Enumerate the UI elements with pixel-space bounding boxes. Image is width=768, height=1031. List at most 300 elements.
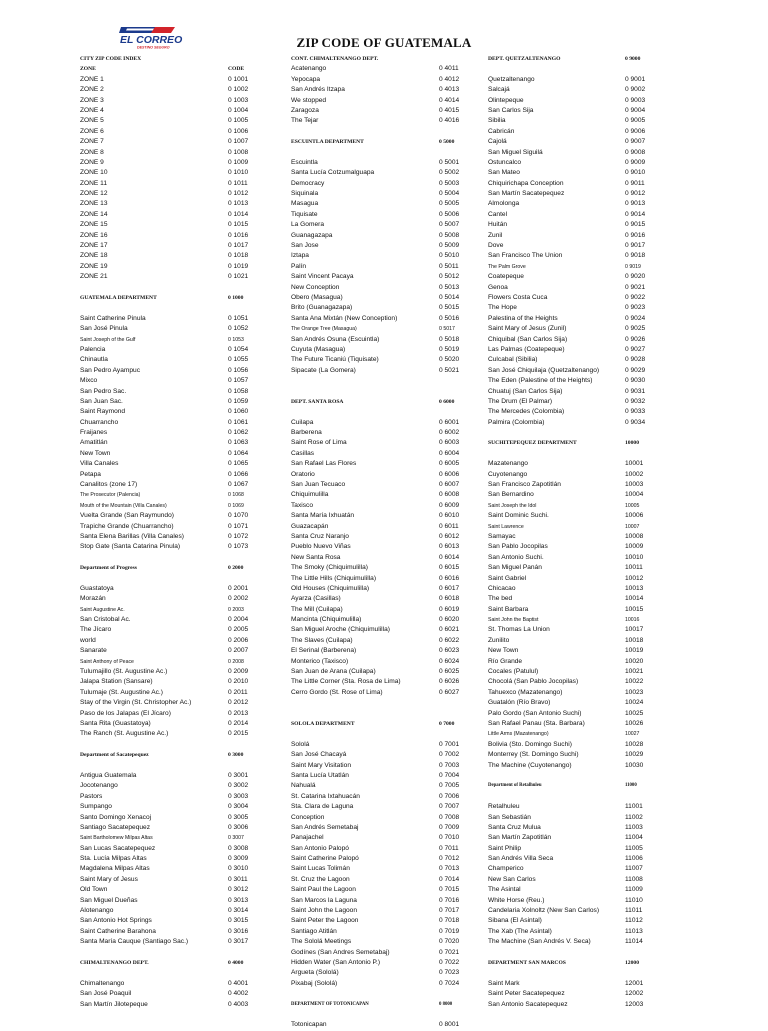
zip-code: 0 1067 xyxy=(228,481,249,489)
blank-row xyxy=(291,1010,523,1020)
place-name: Champerico xyxy=(488,865,524,873)
zip-code: 0 2007 xyxy=(228,647,249,655)
place-name: ZONE 5 xyxy=(80,117,104,125)
zip-code: 0 1004 xyxy=(228,106,249,114)
blank-row xyxy=(488,428,720,438)
zip-code: 0 1056 xyxy=(228,366,249,374)
place-name: San Miguel Dueñas xyxy=(80,896,138,904)
place-name: Palmira (Colombia) xyxy=(488,418,545,426)
zip-code: 0 6008 xyxy=(439,491,460,499)
place-name: Brito (Guanagazapa) xyxy=(291,304,353,312)
zip-code: 0 2009 xyxy=(228,668,249,676)
zip-entry xyxy=(488,490,720,500)
blank-row xyxy=(488,968,720,978)
zip-code: 0 5004 xyxy=(439,190,460,198)
place-name: Taxisco xyxy=(291,501,313,509)
place-name: ZONE 19 xyxy=(80,262,108,270)
section-code: 0 8000 xyxy=(439,1001,453,1007)
zip-code: 0 3009 xyxy=(228,855,249,863)
zip-code: 11009 xyxy=(625,886,643,894)
place-name: Santiago Atitlán xyxy=(291,927,337,935)
zip-entry xyxy=(488,210,720,220)
zip-entry xyxy=(488,480,720,490)
place-name: The Tejar xyxy=(291,117,319,125)
zip-code: 0 6009 xyxy=(439,501,460,509)
zip-code: 0 7002 xyxy=(439,751,460,759)
section-header xyxy=(488,958,720,968)
zip-entry xyxy=(488,729,720,739)
place-name: San Jose xyxy=(291,242,319,250)
place-name: New Santa Rosa xyxy=(291,553,341,561)
zip-entry xyxy=(488,916,720,926)
place-name: Hidden Water (San Antonio P.) xyxy=(291,958,381,966)
zip-code: 0 1065 xyxy=(228,460,249,468)
section-title: DEPARTMENT SAN MARCOS xyxy=(488,959,566,966)
place-name: The Slaves (Cuilapa) xyxy=(291,636,353,644)
zip-code: 0 2003 xyxy=(228,606,244,613)
zip-entry xyxy=(488,937,720,947)
zip-entry xyxy=(488,750,720,760)
place-name: Las Palmas (Coatepeque) xyxy=(488,345,565,353)
zip-code: 0 3007 xyxy=(228,835,244,842)
zip-code: 0 7008 xyxy=(439,813,460,821)
section-header xyxy=(488,781,720,791)
zip-code: 0 1002 xyxy=(228,86,249,94)
zip-entry xyxy=(80,148,312,158)
zip-entry xyxy=(488,148,720,158)
place-name: Santa Ana Mixtán (New Conception) xyxy=(291,314,398,322)
zip-entry xyxy=(80,251,312,261)
zip-entry xyxy=(80,864,312,874)
blank-row xyxy=(80,740,312,750)
zip-entry xyxy=(80,231,312,241)
place-name: Obero (Masagua) xyxy=(291,293,343,301)
zip-code: 0 1051 xyxy=(228,314,249,322)
section-title: CONT. CHIMALTENANGO DEPT. xyxy=(291,56,379,62)
zip-code: 0 2002 xyxy=(228,595,249,603)
place-name: The Prosecutor (Palencia) xyxy=(80,492,141,499)
zip-entry xyxy=(80,85,312,95)
zip-entry xyxy=(80,387,312,397)
zip-entry xyxy=(80,137,312,147)
place-name: Fraijanes xyxy=(80,429,108,437)
section-title: Department of Progress xyxy=(80,565,137,572)
place-name: San Pedro Sac. xyxy=(80,387,127,395)
zip-code: 0 5012 xyxy=(439,273,460,281)
zip-entry xyxy=(488,85,720,95)
place-name: Saint Peter the Lagoon xyxy=(291,917,359,925)
blank-row xyxy=(488,948,720,958)
zip-code: 0 4002 xyxy=(228,990,249,998)
zip-entry xyxy=(488,459,720,469)
zip-entry xyxy=(488,636,720,646)
place-name: Salcajá xyxy=(488,86,510,94)
zip-code: 0 5001 xyxy=(439,158,460,166)
blank-row xyxy=(488,771,720,781)
place-name: The Jícaro xyxy=(80,626,112,634)
place-name: Argueta (Sololá) xyxy=(291,969,339,977)
place-name: Sumpango xyxy=(80,803,112,811)
zip-entry xyxy=(488,657,720,667)
zip-code: 0 1052 xyxy=(228,325,249,333)
zip-code: 0 9032 xyxy=(625,397,646,405)
place-name: Saint Gabriel xyxy=(488,574,527,582)
zip-entry xyxy=(80,937,312,947)
place-name: Old Houses (Chiquimulilla) xyxy=(291,584,370,592)
zip-entry xyxy=(80,906,312,916)
place-name: Canalitos (zone 17) xyxy=(80,481,138,489)
zip-entry xyxy=(80,438,312,448)
zip-code: 0 3001 xyxy=(228,771,249,779)
zip-code: 0 5007 xyxy=(439,221,460,229)
zip-code: 10022 xyxy=(625,678,644,686)
zip-entry xyxy=(488,677,720,687)
place-name: San Andrés Osuna (Escuintla) xyxy=(291,335,380,343)
zip-code: 10023 xyxy=(625,688,644,696)
zip-code: 0 5006 xyxy=(439,210,460,218)
section-code: 10000 xyxy=(625,440,639,447)
zip-entry xyxy=(80,449,315,459)
zip-code: 11007 xyxy=(625,865,643,873)
zip-code: 0 3010 xyxy=(228,865,249,873)
zip-entry xyxy=(488,688,720,698)
place-name: Saint Catherine Pinula xyxy=(80,314,146,322)
place-name: Sibilia xyxy=(488,117,506,125)
place-name: San Mateo xyxy=(488,169,520,177)
zip-entry xyxy=(80,584,312,594)
section-code: 0 7000 xyxy=(439,721,455,727)
place-name: Masagua xyxy=(291,200,319,208)
zip-code: 0 2004 xyxy=(228,616,249,624)
zip-code: 0 9031 xyxy=(625,387,646,395)
place-name: Chocolá (San Pablo Jocopilas) xyxy=(488,678,579,686)
zip-code: 0 9001 xyxy=(625,75,646,83)
zip-code: 12002 xyxy=(625,990,644,998)
zip-code: 0 6020 xyxy=(439,616,460,624)
place-name: Santa Lucía Utatlán xyxy=(291,771,349,779)
zip-code: 10017 xyxy=(625,626,644,634)
place-name: Guanagazapa xyxy=(291,231,333,239)
place-name: The Sololá Meetings xyxy=(291,938,352,946)
place-name: Santa Cruz Mulua xyxy=(488,823,541,831)
place-name: Saint Rose of Lima xyxy=(291,439,347,447)
place-name: Saint Mary Visitation xyxy=(291,761,351,769)
place-name: Almolonga xyxy=(488,200,520,208)
place-name: Saint Anthony of Peace xyxy=(80,658,134,665)
zip-entry xyxy=(488,667,720,677)
place-name: The Asintal xyxy=(488,886,521,894)
place-name: Cerro Gordo (St. Rose of Lima) xyxy=(291,688,383,696)
zip-code: 0 2012 xyxy=(228,699,249,707)
zip-code: 0 3005 xyxy=(228,813,249,821)
place-name: Zunilito xyxy=(488,636,510,644)
place-name: Yepocapa xyxy=(291,75,321,83)
zip-code: 10020 xyxy=(625,657,644,665)
section-code: 0 4000 xyxy=(228,959,244,966)
zip-code: 0 3003 xyxy=(228,792,249,800)
zip-entry xyxy=(80,418,312,428)
section-title: DEPT. QUETZALTENANGO xyxy=(488,56,561,62)
section-code: 0 5000 xyxy=(439,139,455,146)
place-name: Río Grande xyxy=(488,657,523,665)
zip-code: 0 1019 xyxy=(228,262,249,270)
place-name: ZONE 2 xyxy=(80,86,104,94)
zip-entry xyxy=(80,646,312,656)
section-code: 0 6000 xyxy=(439,398,455,405)
zip-code: 0 1017 xyxy=(228,242,249,250)
zip-entry xyxy=(80,885,312,895)
zip-code: 0 7022 xyxy=(439,958,460,966)
zip-code: 0 6005 xyxy=(439,460,460,468)
zip-entry xyxy=(488,418,720,428)
zip-code: 0 9026 xyxy=(625,335,646,343)
zip-code: 0 6014 xyxy=(439,553,460,561)
place-name: The Machine (San Andrés V. Seca) xyxy=(488,938,591,946)
place-name: The Eden (Palestine of the Heights) xyxy=(488,377,593,385)
place-name: Mazatenango xyxy=(488,460,528,468)
place-name: San Pablo Jocopilas xyxy=(488,543,548,551)
zip-code: 0 7001 xyxy=(439,740,460,748)
section-title: CHIMALTENANGO DEPT. xyxy=(80,959,149,966)
place-name: Olintepeque xyxy=(488,96,524,104)
zip-code: 0 7003 xyxy=(439,761,460,769)
section-header xyxy=(80,54,312,64)
zip-entry xyxy=(80,459,312,469)
place-name: The Smoky (Chiquimulilla) xyxy=(291,564,368,572)
section-title: ESCUINTLA DEPARTMENT xyxy=(291,139,364,146)
zip-entry xyxy=(488,906,720,916)
place-name: Coatepeque xyxy=(488,273,524,281)
place-name: Jocotenango xyxy=(80,782,118,790)
zip-entry xyxy=(80,989,312,999)
section-header xyxy=(80,750,312,760)
zip-code: 11005 xyxy=(625,844,643,852)
zip-code: 0 3006 xyxy=(228,823,249,831)
zip-code: 10015 xyxy=(625,605,644,613)
zip-entry xyxy=(80,542,312,552)
place-name: Palencia xyxy=(80,345,106,353)
zip-code: 0 9016 xyxy=(625,231,646,239)
place-name: Chuatuj (San Carlos Sija) xyxy=(488,387,563,395)
place-name: Palestina of the Heights xyxy=(488,314,558,322)
zip-entry xyxy=(488,823,720,833)
place-name: San Miguel Aroche (Chiquimulilla) xyxy=(291,626,390,634)
zip-code: 0 1016 xyxy=(228,231,249,239)
zip-entry xyxy=(488,262,720,272)
place-name: Pixabaj (Sololá) xyxy=(291,979,338,987)
zip-entry xyxy=(80,979,312,989)
zip-code: 0 1060 xyxy=(228,408,249,416)
zip-code: 0 4012 xyxy=(439,75,460,83)
zip-entry xyxy=(80,1000,312,1010)
zip-code: 0 7023 xyxy=(439,969,460,977)
place-name: Villa Canales xyxy=(80,460,119,468)
place-name: Pueblo Nuevo Viñas xyxy=(291,543,351,551)
place-name: San Antonio Suchi. xyxy=(488,553,544,561)
zip-code: 0 7020 xyxy=(439,938,460,946)
zip-entry xyxy=(80,189,312,199)
place-name: Saint Bartholomew Milpas Altas xyxy=(80,835,153,842)
place-name: ZONE 11 xyxy=(80,179,107,187)
zip-entry xyxy=(80,199,312,209)
place-name: ZONE 7 xyxy=(80,138,104,146)
place-name: ZONE 1 xyxy=(80,75,104,83)
place-name: The bed xyxy=(488,595,513,603)
zip-code: 0 9013 xyxy=(625,200,646,208)
zip-code: 0 5013 xyxy=(439,283,460,291)
page-title: ZIP CODE OF GUATEMALA xyxy=(296,35,472,50)
place-name: Saint Mark xyxy=(488,979,520,987)
zip-code: 0 6010 xyxy=(439,512,460,520)
zip-code: 0 9023 xyxy=(625,304,646,312)
zip-code: 0 5005 xyxy=(439,200,460,208)
place-name: San Miguel Siguilá xyxy=(488,148,543,156)
place-name: Petapa xyxy=(80,470,101,478)
zip-entry xyxy=(488,989,720,999)
place-name: Saint Peter Sacatepequez xyxy=(488,990,565,998)
place-name: Barberena xyxy=(291,429,322,437)
zip-code: 0 7021 xyxy=(439,948,460,956)
zip-entry xyxy=(80,729,312,739)
zip-code: 0 7007 xyxy=(439,803,460,811)
zip-entry xyxy=(488,761,720,771)
zip-code: 10016 xyxy=(625,617,640,624)
blank-row xyxy=(488,64,720,74)
zip-code: 10001 xyxy=(625,460,644,468)
zip-entry xyxy=(488,303,720,313)
place-name: San Martín Zapotitlán xyxy=(488,834,552,842)
zip-code: 0 1064 xyxy=(228,449,249,457)
zip-code: 0 5002 xyxy=(439,169,460,177)
svg-text:EL CORREO: EL CORREO xyxy=(120,34,183,46)
place-name: The Mill (Cuilapa) xyxy=(291,605,343,613)
zip-entry xyxy=(80,677,312,687)
zip-entry xyxy=(488,251,720,261)
place-name: The Xab (The Asintal) xyxy=(488,927,552,935)
zip-code: 0 6006 xyxy=(439,470,460,478)
zip-code: 0 6016 xyxy=(439,574,460,582)
place-name: Trapiche Grande (Chuarrancho) xyxy=(80,522,174,530)
zip-code: 10013 xyxy=(625,584,644,592)
place-name: Tahuexco (Mazatenango) xyxy=(488,688,563,696)
place-name: Chuarrancho xyxy=(80,418,119,426)
place-name: Saint Dominic Suchi. xyxy=(488,512,549,520)
zip-code: 0 2008 xyxy=(228,658,244,665)
place-name: Sta. Clara de Laguna xyxy=(291,803,354,811)
zip-code: 0 9008 xyxy=(625,148,646,156)
zip-code: 0 1066 xyxy=(228,470,249,478)
zip-code: 0 9025 xyxy=(625,325,646,333)
zip-entry xyxy=(488,854,720,864)
zip-code: 0 3004 xyxy=(228,803,249,811)
zip-code: 10030 xyxy=(625,761,644,769)
place-name: The Future Ticaniú (Tiquisate) xyxy=(291,356,379,364)
zip-code: 0 4016 xyxy=(439,117,460,125)
zip-code: 0 7024 xyxy=(439,979,460,987)
place-name: Conception xyxy=(291,813,325,821)
place-name: San Andrés Villa Seca xyxy=(488,855,554,863)
zip-entry xyxy=(488,168,720,178)
zip-entry xyxy=(80,709,312,719)
zip-code: 0 9003 xyxy=(625,96,646,104)
place-name: San Miguel Panán xyxy=(488,564,542,572)
place-name: Saint Barbara xyxy=(488,605,529,613)
place-name: Zaragoza xyxy=(291,106,319,114)
zip-code: 11006 xyxy=(625,855,643,863)
place-name: Saint Raymond xyxy=(80,408,126,416)
place-name: ZONE 13 xyxy=(80,200,108,208)
section-title: SOLOLA DEPARTMENT xyxy=(291,721,355,727)
place-name: San José Poaquil xyxy=(80,990,132,998)
zip-entry xyxy=(80,397,312,407)
zip-entry xyxy=(488,501,720,511)
place-name: San Francisco The Union xyxy=(488,252,563,260)
zip-code: 0 7018 xyxy=(439,917,460,925)
place-name: San José Pinula xyxy=(80,325,128,333)
zip-code: 0 1009 xyxy=(228,158,249,166)
zip-code: 10027 xyxy=(625,731,640,738)
section-code: 0 1000 xyxy=(228,294,244,301)
zip-entry xyxy=(80,262,312,272)
zip-code: 0 4014 xyxy=(439,96,460,104)
zip-entry xyxy=(488,594,720,604)
section-header xyxy=(80,958,312,968)
place-name: Palín xyxy=(291,262,307,270)
zip-code: 10012 xyxy=(625,574,644,582)
place-name: Saint Lucas Tolimán xyxy=(291,865,350,873)
zip-code: 0 1008 xyxy=(228,148,249,156)
section-header xyxy=(80,293,312,303)
zip-code: 0 1061 xyxy=(228,418,249,426)
zip-code: 12001 xyxy=(625,979,644,987)
zip-code: 0 6022 xyxy=(439,636,460,644)
zip-code: 11004 xyxy=(625,834,643,842)
zip-entry xyxy=(488,376,720,386)
place-name: Huitán xyxy=(488,221,508,229)
place-name: Monterico (Taxisco) xyxy=(291,657,349,665)
zip-code: 10011 xyxy=(625,564,643,572)
zip-code: 0 9022 xyxy=(625,293,646,301)
place-name: Samayac xyxy=(488,532,516,540)
place-name: San Andrés Semetabaj xyxy=(291,823,359,831)
place-name: Stay of the Virgin (St. Christopher Ac.) xyxy=(80,699,192,707)
zip-entry xyxy=(80,355,312,365)
zip-entry xyxy=(488,553,720,563)
zip-entry xyxy=(80,615,312,625)
zip-code: 0 7019 xyxy=(439,927,460,935)
section-title: Department of Retalhuleu xyxy=(488,783,542,789)
zip-code: 0 1059 xyxy=(228,397,249,405)
blank-row xyxy=(488,449,720,459)
zip-code: 0 2006 xyxy=(228,636,249,644)
place-name: Saint Catherine Palopó xyxy=(291,855,359,863)
zip-code: 0 1073 xyxy=(228,543,249,551)
zip-entry xyxy=(488,231,720,241)
place-name: San Carlos Sija xyxy=(488,106,534,114)
zip-entry xyxy=(80,625,312,635)
zip-code: 0 1070 xyxy=(228,512,249,520)
zip-entry xyxy=(488,158,720,168)
place-name: Guastatoya xyxy=(80,584,114,592)
zip-entry xyxy=(80,667,312,677)
zip-entry xyxy=(80,376,312,386)
zip-code: 0 5019 xyxy=(439,345,460,353)
place-name: ZONE 14 xyxy=(80,210,108,218)
place-name: Saint Mary of Jesus (Zunil) xyxy=(488,325,567,333)
zip-code: 0 1071 xyxy=(228,522,249,530)
zip-code: 0 7013 xyxy=(439,865,460,873)
zip-code: 0 1063 xyxy=(228,439,249,447)
